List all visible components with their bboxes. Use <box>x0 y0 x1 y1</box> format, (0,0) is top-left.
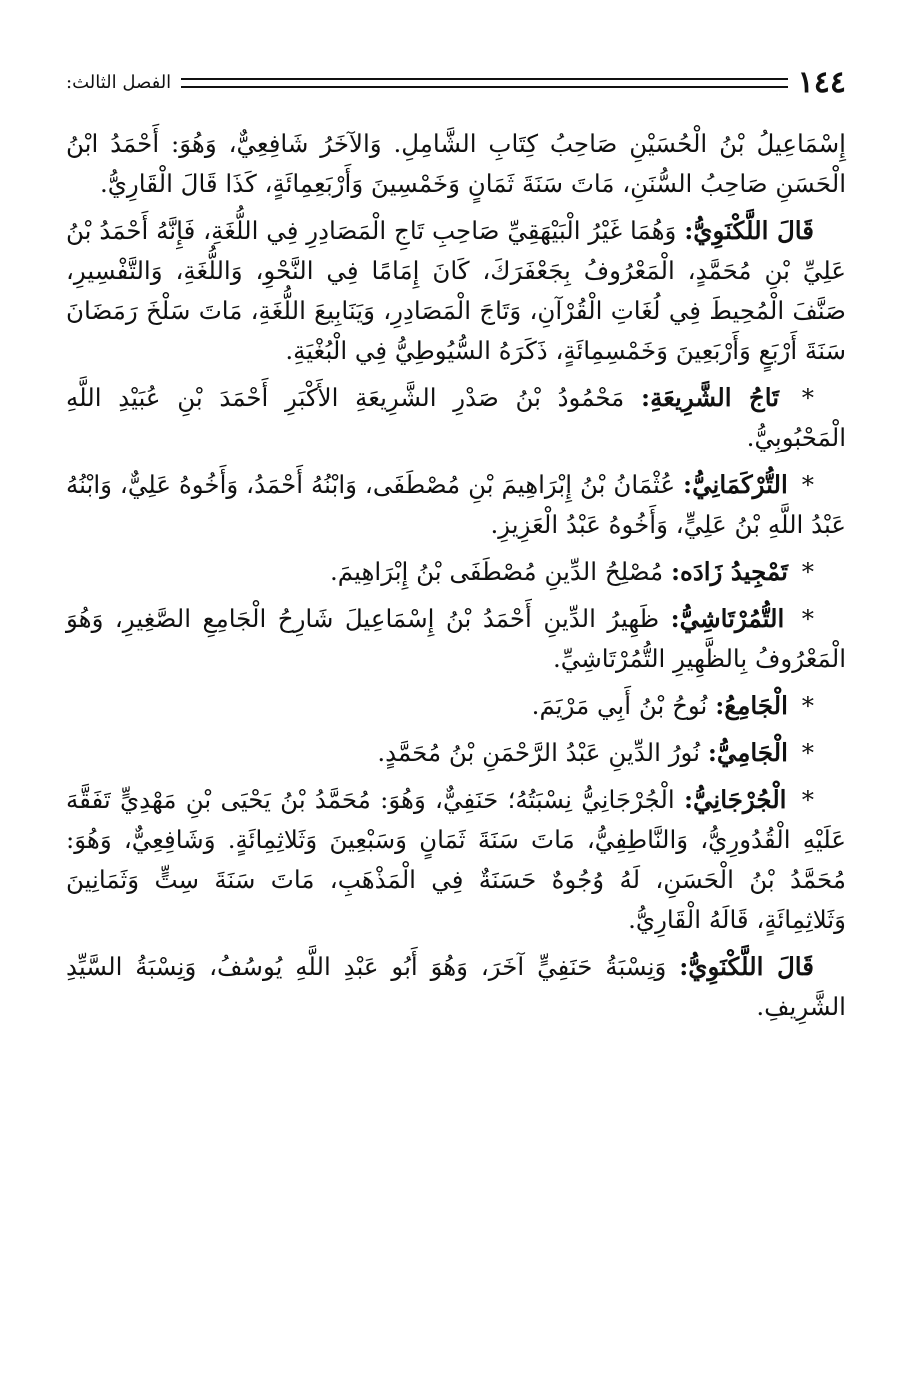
entry-text: ظَهِيرُ الدِّينِ أَحْمَدُ بْنُ إِسْمَاعِيلَ شَارِحُ الْجَامِعِ الصَّغِيرِ، وَهُوَ الْمَعْرُوفُ بِالظَّهِيرِ التُّمُرْتَاشِيِّ. <box>66 604 846 673</box>
entry-jurjani <box>66 780 846 940</box>
entry-turkmani <box>66 465 846 545</box>
entry-heading: قَالَ اللَّكْنَوِيُّ: <box>679 952 814 981</box>
body-text <box>66 124 846 1027</box>
paragraph-lakhnawi-note-2 <box>66 947 846 1027</box>
entry-text: نُوحُ بْنُ أَبِي مَرْيَمَ. <box>531 691 708 720</box>
entry-heading: الْجَامِيُّ: <box>707 738 788 767</box>
asterisk-marker: * <box>801 691 814 720</box>
entry-heading: تَمْجِيدُ زَادَه: <box>670 557 788 586</box>
entry-tumurtashi <box>66 599 846 679</box>
asterisk-marker: * <box>801 604 814 633</box>
entry-text: نُورُ الدِّينِ عَبْدُ الرَّحْمَنِ بْنُ مُحَمَّدٍ. <box>377 738 701 767</box>
paragraph-text: وَنِسْبَةُ حَنَفِيٍّ آخَرَ، وَهُوَ أَبُو عَبْدِ اللَّهِ يُوسُفُ، وَنِسْبَةُ السَّيِّدِ الشَّرِيفِ. <box>66 952 846 1021</box>
entry-heading: الْجُرْجَانِيُّ: <box>683 785 787 814</box>
entry-heading: تَاجُ الشَّرِيعَةِ: <box>641 383 780 412</box>
asterisk-marker: * <box>801 557 814 586</box>
chapter-label: الفصل الثالث: <box>66 71 172 93</box>
entry-al-jami-nur <box>66 733 846 773</box>
entry-heading: الْجَامِعُ: <box>715 691 788 720</box>
entry-al-jami <box>66 686 846 726</box>
entry-heading: قَالَ اللَّكْنَوِيُّ: <box>684 216 814 245</box>
paragraph-continuation <box>66 124 846 204</box>
book-page <box>66 60 846 1034</box>
paragraph-text: إِسْمَاعِيلُ بْنُ الْحُسَيْنِ صَاحِبُ كِتَابِ الشَّامِلِ. وَالآخَرُ شَافِعِيٌّ، وَهُوَ: أَحْمَدُ ابْنُ الْحَسَنِ صَاحِبُ السُّنَنِ، مَاتَ سَنَةَ ثَمَانٍ وَخَمْسِينَ وَأَرْبَعِمِائَةٍ، كَذَا قَالَ الْقَارِيُّ. <box>66 129 846 198</box>
paragraph-text: وَهُمَا غَيْرُ الْبَيْهَقِيِّ صَاحِبِ تَاجِ الْمَصَادِرِ فِي اللُّغَةِ، فَإِنَّهُ أَحْمَدُ بْنُ عَلِيِّ بْنِ مُحَمَّدٍ، الْمَعْرُوفُ بِجَعْفَرَكَ، كَانَ إِمَامًا فِي النَّحْوِ، وَاللُّغَةِ، وَالتَّفْسِيرِ، صَنَّفَ الْمُحِيطَ فِي لُغَاتِ الْقُرْآنِ، وَتَاجَ الْمَصَادِرِ، وَيَنَابِيعَ اللُّغَةِ، مَاتَ سَلْخَ رَمَضَانَ سَنَةَ أَرْبَعٍ وَأَرْبَعِينَ وَخَمْسِمِائَةٍ، ذَكَرَهُ السُّيُوطِيُّ فِي الْبُغْيَةِ. <box>66 216 846 365</box>
entry-text: الْجُرْجَانِيُّ نِسْبَتُهُ؛ حَنَفِيٌّ، وَهُوَ: مُحَمَّدُ بْنُ يَحْيَى بْنِ مَهْدِيٍّ تَفَقَّهَ عَلَيْهِ الْقُدُورِيُّ، وَالنَّاطِفِيُّ، مَاتَ سَنَةَ ثَمَانٍ وَسَبْعِينَ وَثَلاثِمِائَةٍ. وَشَافِعِيٌّ، وَهُوَ: مُحَمَّدُ بْنُ الْحَسَنِ، لَهُ وُجُوهٌ حَسَنَةٌ فِي الْمَذْهَبِ، مَاتَ سَنَةَ سِتٍّ وَثَمَانِينَ وَثَلاثِمِائَةٍ، قَالَهُ الْقَارِيُّ. <box>66 785 846 934</box>
entry-text: مُصْلِحُ الدِّينِ مُصْطَفَى بْنُ إِبْرَاهِيمَ. <box>329 557 664 586</box>
paragraph-lakhnawi-note <box>66 211 846 371</box>
entry-heading: التُّمُرْتَاشِيُّ: <box>670 604 785 633</box>
asterisk-marker: * <box>801 470 814 499</box>
entry-text: مَحْمُودُ بْنُ صَدْرِ الشَّرِيعَةِ الأَكْبَرِ أَحْمَدَ بْنِ عُبَيْدِ اللَّهِ الْمَحْبُوبِيُّ. <box>66 383 846 452</box>
header-double-rule <box>181 78 787 88</box>
entry-heading: التُّرْكَمَانِيُّ: <box>683 470 788 499</box>
running-header <box>66 60 846 104</box>
asterisk-marker: * <box>801 738 814 767</box>
asterisk-marker: * <box>801 383 815 412</box>
entry-text: عُثْمَانُ بْنُ إِبْرَاهِيمَ بْنِ مُصْطَفَى، وَابْنُهُ أَحْمَدُ، وَأَخُوهُ عَلِيٌّ، وَابْنُهُ عَبْدُ اللَّهِ بْنُ عَلِيٍّ، وَأَخُوهُ عَبْدُ الْعَزِيزِ. <box>66 470 846 539</box>
entry-taj-al-sharia <box>66 378 846 458</box>
page-number: ١٤٤ <box>797 64 846 100</box>
entry-tamjid-zadeh <box>66 552 846 592</box>
asterisk-marker: * <box>801 785 814 814</box>
